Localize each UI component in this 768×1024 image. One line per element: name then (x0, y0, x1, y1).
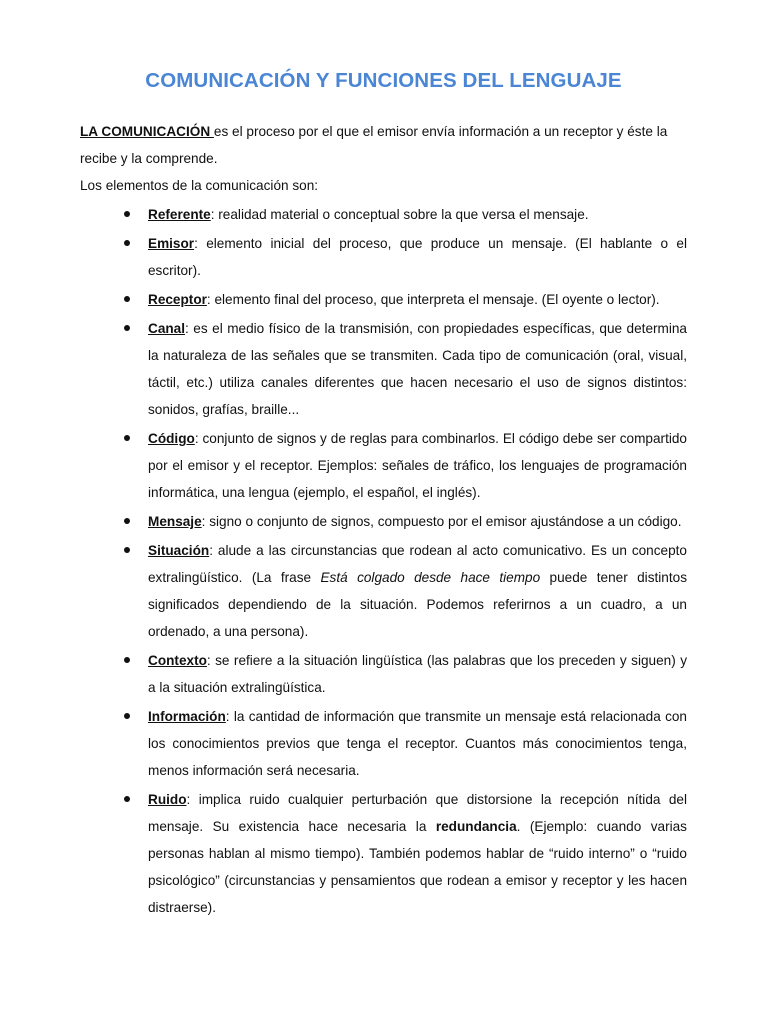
bullet-icon (124, 296, 130, 302)
term-codigo: Código (148, 431, 195, 446)
definition-receptor: : elemento final del proceso, que interpreta el mensaje. (El oyente o lector). (206, 292, 660, 307)
term-receptor: Receptor (148, 292, 207, 307)
definition-referente: : realidad material o conceptual sobre la que versa el mensaje. (210, 207, 589, 222)
intro-term: LA COMUNICACIÓN (80, 124, 214, 139)
term-informacion: Información (148, 709, 226, 724)
intro-section (80, 118, 687, 199)
definition-informacion: : la cantidad de información que transmite un mensaje está relacionada con los conocimientos previos que tenga el receptor. Cuantos más conocimientos tenga, menos información será necesaria. (148, 709, 687, 778)
list-item-mensaje (148, 508, 687, 535)
term-referente: Referente (148, 207, 211, 222)
definition-ruido-start: : implica ruido cualquier perturbación que distorsione la recepción nítida del mensaje. Su existencia hace necesaria la (148, 792, 687, 834)
term-canal: Canal (148, 321, 186, 336)
term-mensaje: Mensaje (148, 514, 202, 529)
list-item-referente (148, 201, 687, 228)
definition-contexto: : se refiere a la situación lingüística (las palabras que los preceden y siguen) y a la situación extralingüística. (148, 653, 687, 695)
list-item-emisor (148, 230, 687, 284)
definition-ruido-end: . (Ejemplo: cuando varias personas hablan al mismo tiempo). También podemos hablar de “ruido interno” o “ruido psicológico” (circunstancias y pensamientos que rodean a emisor y receptor y les hacen distraerse). (148, 819, 687, 915)
bullet-icon (124, 435, 130, 441)
redundancia-term: redundancia (435, 819, 517, 834)
bullet-icon (124, 713, 130, 719)
term-ruido: Ruido (148, 792, 187, 807)
bullet-icon (124, 796, 130, 802)
bullet-icon (124, 547, 130, 553)
definition-canal: : es el medio físico de la transmisión, con propiedades específicas, que determina la naturaleza de las señales que se transmiten. Cada tipo de comunicación (oral, visual, táctil, etc.) utiliza canales diferentes que hacen necesario el uso de signos distintos: sonidos, grafías, braille... (148, 321, 687, 417)
elements-list (80, 201, 687, 921)
bullet-icon (124, 518, 130, 524)
definition-situacion-start: : alude a las circunstancias que rodean al acto comunicativo. Es un concepto extralingüístico. (La frase (148, 543, 687, 585)
elements-intro: Los elementos de la comunicación son: (80, 178, 319, 193)
definition-emisor: : elemento inicial del proceso, que produce un mensaje. (El hablante o el escritor). (148, 236, 687, 278)
intro-definition: es el proceso por el que el emisor envía información a un receptor y éste la recibe y la comprende. (80, 124, 668, 166)
definition-mensaje: : signo o conjunto de signos, compuesto por el emisor ajustándose a un código. (201, 514, 682, 529)
bullet-icon (124, 325, 130, 331)
term-contexto: Contexto (148, 653, 207, 668)
list-item-receptor (148, 286, 687, 313)
term-emisor: Emisor (148, 236, 195, 251)
list-item-ruido (148, 786, 687, 921)
definition-situacion-end: puede tener distintos significados dependiendo de la situación. Podemos referirnos a un cuadro, a un ordenado, a una persona). (148, 570, 687, 639)
definition-codigo: : conjunto de signos y de reglas para combinarlos. El código debe ser compartido por el emisor y el receptor. Ejemplos: señales de tráfico, los lenguajes de programación informática, una lengua (ejemplo, el español, el inglés). (148, 431, 687, 500)
list-item-canal (148, 315, 687, 423)
bullet-icon (124, 211, 130, 217)
list-item-contexto (148, 647, 687, 701)
page-title: COMUNICACIÓN Y FUNCIONES DEL LENGUAJE (145, 69, 622, 92)
list-item-situacion (148, 537, 687, 645)
intro-paragraph (80, 118, 687, 172)
bullet-icon (124, 240, 130, 246)
term-situacion: Situación (148, 543, 210, 558)
list-item-informacion (148, 703, 687, 784)
bullet-icon (124, 657, 130, 663)
example-phrase: Está colgado desde hace tiempo (320, 570, 541, 585)
list-item-codigo (148, 425, 687, 506)
